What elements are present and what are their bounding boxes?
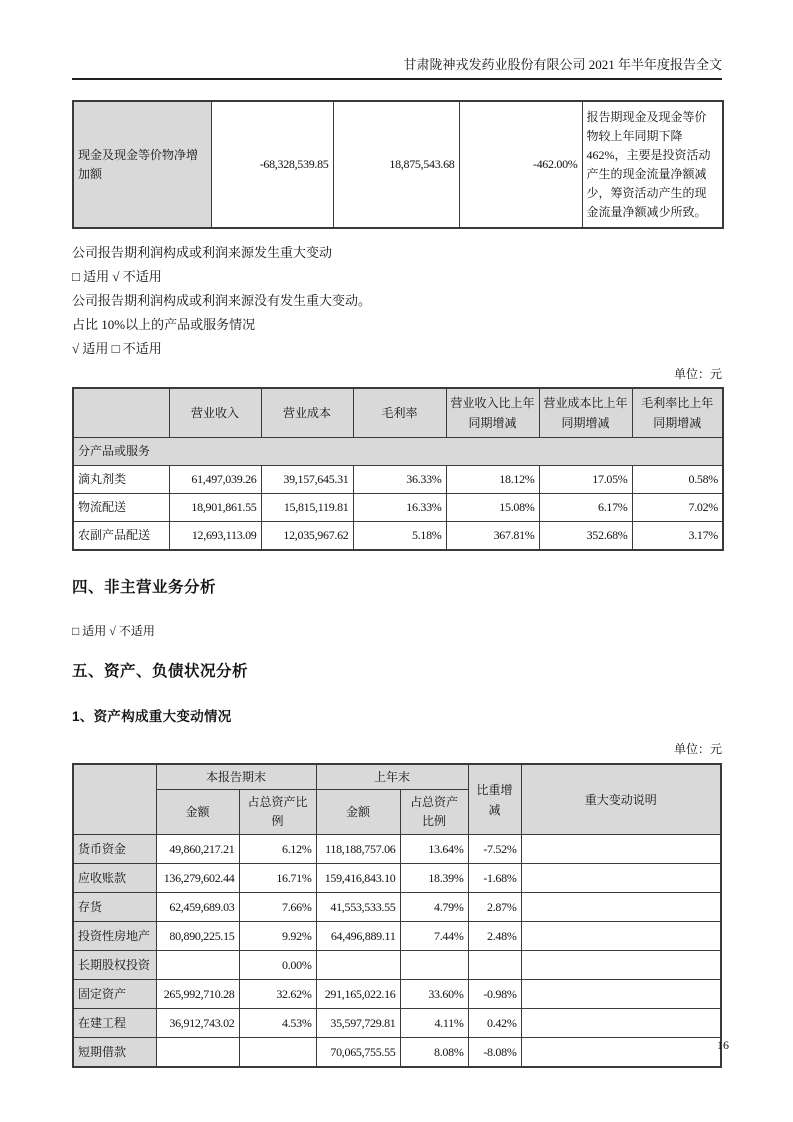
prior-amount: 291,165,022.16 — [316, 980, 400, 1009]
current-amount: 49,860,217.21 — [156, 835, 239, 864]
row-label: 货币资金 — [73, 835, 156, 864]
section4-applicability: □ 适用 √ 不适用 — [72, 624, 155, 638]
cash-current-value: -68,328,539.85 — [211, 101, 333, 228]
margin-change-value: 3.17% — [632, 522, 723, 551]
prior-amount: 118,188,757.06 — [316, 835, 400, 864]
change-remark — [521, 980, 721, 1009]
profit-change-title: 公司报告期利润构成或利润来源发生重大变动 — [72, 245, 333, 260]
products-services-applicability: √ 适用 □ 不适用 — [72, 341, 162, 356]
table-row — [73, 893, 721, 922]
prior-ratio: 4.79% — [400, 893, 468, 922]
cost-value: 15,815,119.81 — [261, 494, 353, 522]
row-label: 长期股权投资 — [73, 951, 156, 980]
table-row — [73, 522, 723, 551]
header-rule — [72, 78, 722, 80]
section4-heading: 四、非主营业务分析 — [72, 579, 217, 596]
profit-change-note: 公司报告期利润构成或利润来源没有发生重大变动。 — [72, 293, 372, 308]
revenue-value: 12,693,113.09 — [169, 522, 261, 551]
prior-ratio: 7.44% — [400, 922, 468, 951]
col-header-cost-change: 营业成本比上年同期增减 — [539, 388, 632, 438]
current-ratio: 7.66% — [239, 893, 316, 922]
current-amount: 36,912,743.02 — [156, 1009, 239, 1038]
ratio-change: 2.48% — [468, 922, 521, 951]
row-label: 短期借款 — [73, 1038, 156, 1068]
col-header-margin-change: 毛利率比上年同期增减 — [632, 388, 723, 438]
table-row — [73, 922, 721, 951]
change-remark — [521, 1009, 721, 1038]
current-ratio — [239, 1038, 316, 1068]
table-row — [73, 864, 721, 893]
current-ratio: 16.71% — [239, 864, 316, 893]
page-header-title: 甘肃陇神戎发药业股份有限公司 2021 年半年度报告全文 — [403, 57, 722, 72]
prior-amount: 35,597,729.81 — [316, 1009, 400, 1038]
row-label: 投资性房地产 — [73, 922, 156, 951]
current-ratio: 6.12% — [239, 835, 316, 864]
table-row — [73, 951, 721, 980]
current-amount — [156, 1038, 239, 1068]
table-row — [73, 835, 721, 864]
current-ratio: 0.00% — [239, 951, 316, 980]
col-header-empty — [73, 388, 169, 438]
current-amount: 265,992,710.28 — [156, 980, 239, 1009]
cost-change-value: 17.05% — [539, 466, 632, 494]
profit-change-applicability: □ 适用 √ 不适用 — [72, 269, 162, 284]
col-header-current-period: 本报告期末 — [156, 764, 316, 790]
profit-change-block — [72, 241, 722, 361]
prior-ratio: 33.60% — [400, 980, 468, 1009]
prior-amount — [316, 951, 400, 980]
prior-ratio: 13.64% — [400, 835, 468, 864]
revenue-change-value: 15.08% — [446, 494, 539, 522]
col-header-revenue: 营业收入 — [169, 388, 261, 438]
ratio-change: -7.52% — [468, 835, 521, 864]
cash-remark: 报告期现金及现金等价物较上年同期下降462%，主要是投资活动产生的现金流量净额减少，筹资活动产生的现金流量净额减少所致。 — [582, 101, 723, 228]
table-row — [73, 101, 723, 228]
current-ratio: 9.92% — [239, 922, 316, 951]
col-header-amount: 金额 — [156, 790, 239, 835]
current-amount — [156, 951, 239, 980]
row-label: 滴丸剂类 — [73, 466, 169, 494]
change-remark — [521, 922, 721, 951]
row-label: 应收账款 — [73, 864, 156, 893]
ratio-change: 2.87% — [468, 893, 521, 922]
change-remark — [521, 1038, 721, 1068]
revenue-value: 61,497,039.26 — [169, 466, 261, 494]
col-header-revenue-change: 营业收入比上年同期增减 — [446, 388, 539, 438]
prior-amount: 70,065,755.55 — [316, 1038, 400, 1068]
ratio-change: -0.98% — [468, 980, 521, 1009]
cost-value: 39,157,645.31 — [261, 466, 353, 494]
col-header-ratio: 占总资产比例 — [239, 790, 316, 835]
row-label: 固定资产 — [73, 980, 156, 1009]
current-amount: 136,279,602.44 — [156, 864, 239, 893]
section5-subheading-1: 1、资产构成重大变动情况 — [72, 709, 232, 724]
margin-value: 16.33% — [353, 494, 446, 522]
ratio-change: -1.68% — [468, 864, 521, 893]
section5-heading: 五、资产、负债状况分析 — [72, 663, 249, 680]
table-header-row — [73, 388, 723, 438]
ratio-change: 0.42% — [468, 1009, 521, 1038]
margin-value: 5.18% — [353, 522, 446, 551]
prior-ratio: 18.39% — [400, 864, 468, 893]
ratio-change — [468, 951, 521, 980]
change-remark — [521, 893, 721, 922]
current-ratio: 4.53% — [239, 1009, 316, 1038]
change-remark — [521, 835, 721, 864]
cash-change-value: -462.00% — [459, 101, 582, 228]
col-header-amount: 金额 — [316, 790, 400, 835]
prior-ratio: 4.11% — [400, 1009, 468, 1038]
prior-amount: 41,553,533.55 — [316, 893, 400, 922]
row-label: 农副产品配送 — [73, 522, 169, 551]
col-header-margin: 毛利率 — [353, 388, 446, 438]
table-row — [73, 494, 723, 522]
group-row — [73, 438, 723, 466]
margin-value: 36.33% — [353, 466, 446, 494]
cost-change-value: 6.17% — [539, 494, 632, 522]
table-header-row — [73, 764, 721, 790]
row-label: 在建工程 — [73, 1009, 156, 1038]
revenue-change-value: 367.81% — [446, 522, 539, 551]
asset-composition-table — [72, 763, 722, 1068]
table-row — [73, 1009, 721, 1038]
current-amount: 62,459,689.03 — [156, 893, 239, 922]
table-row — [73, 1038, 721, 1068]
revenue-value: 18,901,861.55 — [169, 494, 261, 522]
revenue-change-value: 18.12% — [446, 466, 539, 494]
group-label: 分产品或服务 — [73, 438, 723, 466]
products-services-table — [72, 387, 724, 551]
row-label: 存货 — [73, 893, 156, 922]
col-header-empty — [73, 764, 156, 835]
col-header-ratio-change: 比重增减 — [468, 764, 521, 835]
page-number: 16 — [717, 1038, 729, 1052]
current-ratio: 32.62% — [239, 980, 316, 1009]
cash-equivalents-table — [72, 100, 724, 229]
cash-row-label: 现金及现金等价物净增加额 — [73, 101, 211, 228]
cost-value: 12,035,967.62 — [261, 522, 353, 551]
col-header-cost: 营业成本 — [261, 388, 353, 438]
col-header-remark: 重大变动说明 — [521, 764, 721, 835]
cash-prior-value: 18,875,543.68 — [333, 101, 459, 228]
prior-ratio: 8.08% — [400, 1038, 468, 1068]
row-label: 物流配送 — [73, 494, 169, 522]
unit-label: 单位：元 — [673, 742, 722, 756]
products-services-title: 占比 10%以上的产品或服务情况 — [72, 317, 256, 332]
col-header-ratio: 占总资产比例 — [400, 790, 468, 835]
change-remark — [521, 951, 721, 980]
table-row — [73, 466, 723, 494]
prior-ratio — [400, 951, 468, 980]
ratio-change: -8.08% — [468, 1038, 521, 1068]
cost-change-value: 352.68% — [539, 522, 632, 551]
prior-amount: 64,496,889.11 — [316, 922, 400, 951]
unit-label: 单位：元 — [673, 367, 722, 381]
table-row — [73, 980, 721, 1009]
margin-change-value: 0.58% — [632, 466, 723, 494]
col-header-prior-period: 上年末 — [316, 764, 468, 790]
prior-amount: 159,416,843.10 — [316, 864, 400, 893]
current-amount: 80,890,225.15 — [156, 922, 239, 951]
margin-change-value: 7.02% — [632, 494, 723, 522]
change-remark — [521, 864, 721, 893]
